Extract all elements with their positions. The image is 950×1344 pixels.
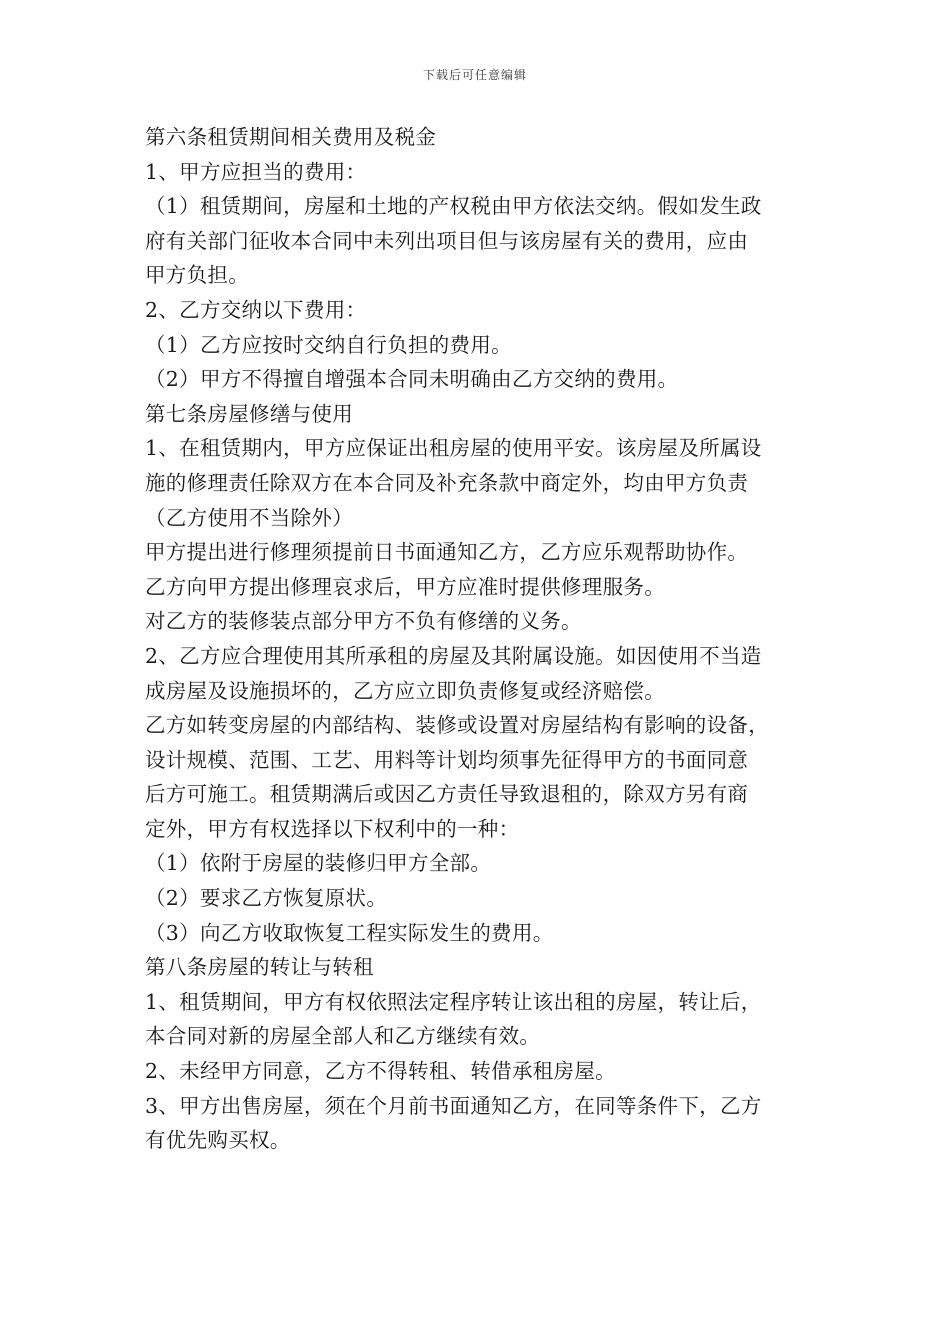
heading-article-8: 第八条房屋的转让与转租 — [145, 955, 374, 980]
text-line: 2、乙方应合理使用其所承租的房屋及其附属设施。如因使用不当造 — [145, 643, 762, 668]
text-line: （乙方使用不当除外） — [145, 505, 353, 530]
text-line: 设计规模、范围、工艺、用料等计划均须事先征得甲方的书面同意 — [145, 747, 749, 772]
text-line: 2、未经甲方同意，乙方不得转租、转借承租房屋。 — [145, 1059, 616, 1084]
text-line: 乙方如转变房屋的内部结构、装修或设置对房屋结构有影响的设备， — [145, 713, 769, 738]
text-line: 有优先购买权。 — [145, 1128, 291, 1153]
text-line: 施的修理责任除双方在本合同及补充条款中商定外，均由甲方负责 — [145, 470, 749, 495]
heading-article-6: 第六条租赁期间相关费用及税金 — [145, 125, 437, 149]
text-line: 甲方负担。 — [145, 263, 249, 288]
text-line: 成房屋及设施损坏的，乙方应立即负责修复或经济赔偿。 — [145, 678, 665, 703]
text-line: 甲方提出进行修理须提前日书面通知乙方，乙方应乐观帮助协作。 — [145, 540, 749, 565]
heading-article-7: 第七条房屋修缮与使用 — [145, 401, 353, 426]
text-line: （1）乙方应按时交纳自行负担的费用。 — [145, 332, 512, 357]
text-line: 1、在租赁期内，甲方应保证出租房屋的使用平安。该房屋及所属设 — [145, 436, 762, 461]
text-line: 后方可施工。租赁期满后或因乙方责任导致退租的，除双方另有商 — [145, 782, 749, 807]
text-line: （3）向乙方收取恢复工程实际发生的费用。 — [145, 920, 554, 945]
text-line: 1、甲方应担当的费用： — [145, 159, 367, 184]
text-line: 本合同对新的房屋全部人和乙方继续有效。 — [145, 1024, 541, 1049]
text-line: （2）甲方不得擅自增强本合同未明确由乙方交纳的费用。 — [145, 367, 679, 392]
text-line: （1）租赁期间，房屋和土地的产权税由甲方依法交纳。假如发生政 — [145, 194, 762, 219]
text-line: 2、乙方交纳以下费用： — [145, 297, 367, 322]
text-line: 1、租赁期间，甲方有权依照法定程序转让该出租的房屋，转让后， — [145, 989, 762, 1014]
text-line: （2）要求乙方恢复原状。 — [145, 886, 388, 911]
text-line: 府有关部门征收本合同中未列出项目但与该房屋有关的费用，应由 — [145, 228, 749, 253]
document-body — [145, 120, 825, 1158]
page-header: 下载后可任意编辑 — [422, 68, 527, 82]
text-line: 定外，甲方有权选择以下权利中的一种： — [145, 816, 520, 841]
text-line: 乙方向甲方提出修理哀求后，甲方应准时提供修理服务。 — [145, 574, 665, 599]
text-line: （1）依附于房屋的装修归甲方全部。 — [145, 851, 492, 876]
text-line: 对乙方的装修装点部分甲方不负有修缮的义务。 — [145, 609, 582, 634]
text-line: 3、甲方出售房屋，须在个月前书面通知乙方，在同等条件下，乙方 — [145, 1093, 762, 1118]
